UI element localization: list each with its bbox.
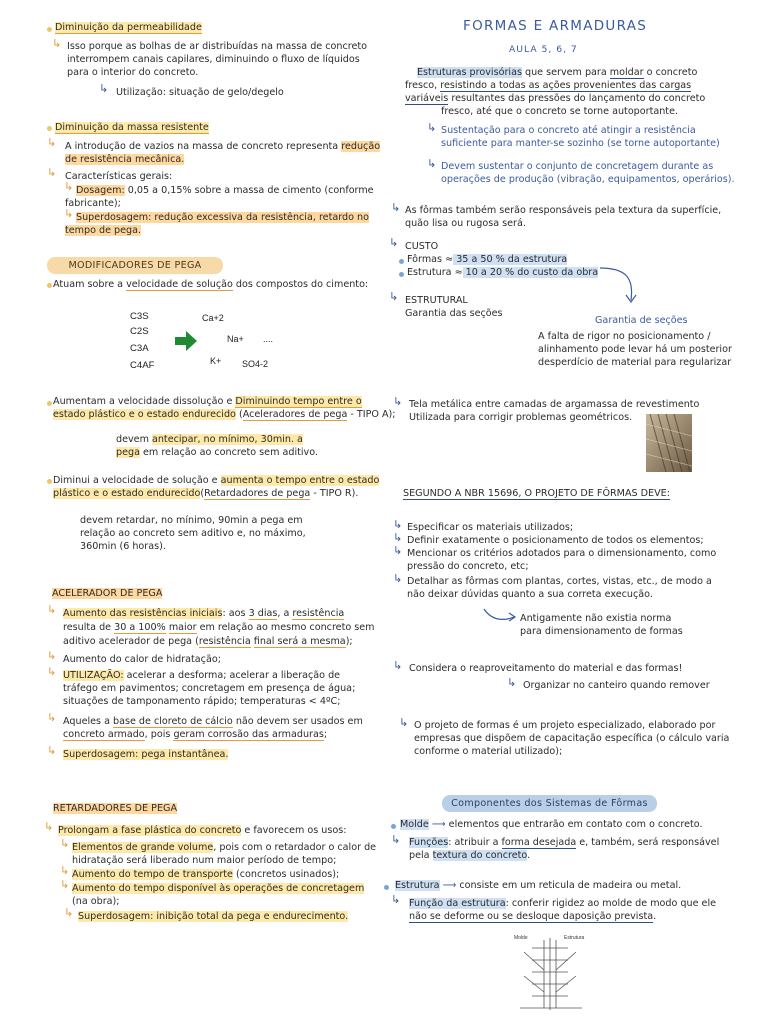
perm-l2: interrompem canais capilares, diminuindo o fluxo de líquidos bbox=[67, 54, 360, 65]
garantia-l1: A falta de rigor no posicionamento / bbox=[538, 331, 711, 342]
ret-l1: Diminui a velocidade de solução e aumenta o tempo entre o estado bbox=[53, 475, 380, 486]
acel-a3: aditivo acelerador de pega (resistência final será a mesma); bbox=[63, 636, 353, 647]
garantia-title: Garantia de seções bbox=[595, 315, 688, 326]
nbr-4b: não deixar dúvidas quanto a sua correta execução. bbox=[407, 589, 653, 600]
acel-util-2: tráfego em pavimentos; concretagem em presença de água; bbox=[63, 683, 356, 694]
arrow-icon: ↳ bbox=[391, 833, 401, 846]
formwork-molde-label: Molde bbox=[514, 935, 528, 941]
proj-l2: empresas que dispõem de capacitação específica (o cálculo varia bbox=[414, 733, 730, 744]
arrow-icon: ↳ bbox=[427, 121, 437, 134]
acel-calor: Aumento do calor de hidratação; bbox=[63, 654, 221, 665]
retardadores-header: RETARDADORES DE PEGA bbox=[53, 803, 178, 814]
arrow-icon: ↳ bbox=[47, 744, 57, 757]
chem-c3s: C3S bbox=[130, 311, 149, 322]
molde-line: Molde ⟶ elementos que entrarão em contato com o concreto. bbox=[400, 819, 703, 830]
arrow-icon: ⟶ bbox=[439, 880, 460, 891]
arrow-icon: ↳ bbox=[60, 837, 70, 850]
tex-l2: quão lisa ou rugosa será. bbox=[405, 218, 526, 229]
garantia-l3: desperdício de material para regularizar bbox=[538, 357, 732, 368]
chem-dots: .... bbox=[263, 334, 274, 344]
aula-label: AULA 5, 6, 7 bbox=[509, 44, 578, 55]
retd-l1: devem retardar, no mínimo, 90min a pega em bbox=[80, 515, 303, 526]
res-l2: de resistência mecânica. bbox=[65, 154, 185, 165]
ret-d1: Aumento do tempo disponível às operações de concretagem bbox=[72, 883, 365, 894]
arrow-icon: ↳ bbox=[507, 676, 517, 689]
fest-l2: não se deforme ou se desloque daposição prevista. bbox=[409, 911, 657, 922]
curved-arrow-icon bbox=[598, 262, 643, 307]
arrow-icon: ↳ bbox=[64, 906, 74, 919]
chem-figure bbox=[120, 300, 290, 380]
metal-mesh-photo bbox=[646, 414, 692, 472]
arrow-icon: ↳ bbox=[44, 820, 54, 833]
arrow-icon: ↳ bbox=[47, 649, 57, 662]
acel-a1: Aumento das resistências iniciais: aos 3 dias, a resistência bbox=[63, 608, 345, 619]
arrow-icon: ↳ bbox=[427, 157, 437, 170]
bullet bbox=[391, 824, 396, 829]
nbr-header: SEGUNDO A NBR 15696, O PROJETO DE FÔRMAS DEVE: bbox=[403, 488, 670, 499]
nbr-1: Especificar os materiais utilizados; bbox=[407, 522, 574, 533]
perm-l1: Isso porque as bolhas de ar distribuídas na massa de concreto bbox=[67, 41, 368, 52]
bullet bbox=[47, 479, 52, 484]
mod-atuam: Atuam sobre a velocidade de solução dos compostos do cimento: bbox=[53, 279, 369, 290]
acel-aq-2: concreto armado, pois geram corrosão das armaduras; bbox=[63, 729, 328, 740]
acel-util-1: UTILIZAÇÃO: acelerar a desforma; acelerar a liberação de bbox=[63, 670, 341, 681]
res-sup-2: tempo de pega. bbox=[65, 225, 142, 236]
arrow-icon: ↳ bbox=[52, 37, 62, 50]
ret-p1: Prolongam a fase plástica do concreto e favorecem os usos: bbox=[58, 825, 347, 836]
arrow-icon: ↳ bbox=[393, 659, 403, 672]
ret-sup: Superdosagem: inibição total da pega e endurecimento. bbox=[78, 911, 349, 922]
ret-d2: (na obra); bbox=[72, 896, 120, 907]
sus-l1: Sustentação para o concreto até atingir a resistência bbox=[441, 125, 696, 136]
antec-l2: pega em relação ao concreto sem aditivo. bbox=[116, 447, 318, 458]
proj-l1: O projeto de formas é um projeto especializado, elaborado por bbox=[414, 720, 716, 731]
arrow-icon: ↳ bbox=[99, 82, 109, 95]
funcoes-l1: Funções: atribuir a forma desejada e, também, será responsável bbox=[409, 837, 720, 848]
acelerador-header: ACELERADOR DE PEGA bbox=[52, 588, 163, 599]
chem-so4: SO4-2 bbox=[242, 359, 269, 369]
componentes-header: Componentes dos Sistemas de Fôrmas bbox=[442, 795, 657, 812]
arrow-icon: ↳ bbox=[47, 665, 57, 678]
reap: Considera o reaproveitamento do material e das formas! bbox=[409, 663, 683, 674]
res-title: Diminuição da massa resistente bbox=[55, 122, 209, 133]
nbr-2: Definir exatamente o posicionamento de todos os elementos; bbox=[407, 535, 704, 546]
chem-c4af: C4AF bbox=[130, 360, 155, 371]
arrow-icon: ↳ bbox=[399, 716, 409, 729]
ret-e1: Elementos de grande volume, pois com o retardador o calor de bbox=[72, 842, 377, 853]
arrow-icon: ⟶ bbox=[428, 819, 449, 830]
tela-l2: Utilizada para corrigir problemas geométricos. bbox=[409, 412, 633, 423]
res-carac: Características gerais: bbox=[65, 171, 173, 182]
dev-l1: Devem sustentar o conjunto de concretagem durante as bbox=[441, 161, 714, 172]
arrow-icon: ↳ bbox=[47, 136, 57, 149]
dev-l2: operações de produção (vibração, equipamentos, operários). bbox=[441, 174, 735, 185]
est-l2: fresco, resistindo a todas as ações provenientes das cargas bbox=[405, 80, 692, 91]
estrutura-line: Estrutura ⟶ consiste em um reticula de madeira ou metal. bbox=[395, 880, 682, 891]
arrow-icon: ↳ bbox=[391, 201, 401, 214]
custo-formas: Fôrmas ≈ 35 a 50 % da estrutura bbox=[407, 254, 568, 265]
res-sup-1: Superdosagem: redução excessiva da resistência, retardo no bbox=[76, 212, 369, 223]
ant-l2: para dimensionamento de formas bbox=[520, 626, 683, 637]
curved-arrow-icon bbox=[482, 607, 518, 625]
formwork-figure bbox=[510, 930, 596, 1014]
custo-estrutura: Estrutura ≈ 10 a 20 % do custo da obra bbox=[407, 267, 599, 278]
arrow-icon: ↳ bbox=[47, 603, 57, 616]
tex-l1: As fôrmas também serão responsáveis pela textura da superfície, bbox=[405, 205, 722, 216]
arrow-icon: ↳ bbox=[389, 290, 399, 303]
perm-l3: para o interior do concreto. bbox=[67, 67, 199, 78]
chem-c3a: C3A bbox=[130, 343, 149, 354]
acel-util-3: situações de tamponamento rápido; temperaturas < 4ºC; bbox=[63, 696, 341, 707]
chem-ca: Ca+2 bbox=[202, 313, 224, 323]
green-arrow-icon bbox=[175, 331, 197, 351]
arrow-icon: ↳ bbox=[393, 531, 403, 544]
fest-l1: Função da estrutura: conferir rigidez ao molde de modo que ele bbox=[409, 898, 717, 909]
arrow-icon: ↳ bbox=[60, 864, 70, 877]
res-l1: A introdução de vazios na massa de concreto representa redução bbox=[65, 141, 381, 152]
chem-k: K+ bbox=[210, 356, 222, 366]
nbr-3: Mencionar os critérios adotados para o dimensionamento, como bbox=[407, 548, 717, 559]
bullet bbox=[47, 283, 52, 288]
acel-l2: estado plástico e o estado endurecido (Aceleradores de pega - TIPO A); bbox=[53, 409, 396, 420]
nbr-4: Detalhar as fôrmas com plantas, cortes, vistas, etc., de modo a bbox=[407, 576, 712, 587]
acel-sup: Superdosagem: pega instantânea. bbox=[63, 749, 229, 760]
res-dosagem: Dosagem: 0,05 a 0,15% sobre a massa de cimento (conforme bbox=[76, 185, 374, 196]
retd-l2: relação ao concreto sem aditivo e, no máximo, bbox=[80, 528, 306, 539]
modificadores-header: MODIFICADORES DE PEGA bbox=[47, 257, 223, 274]
acel-a2: resulta de 30 a 100% maior em relação ao mesmo concreto sem bbox=[63, 622, 375, 633]
chem-c2s: C2S bbox=[130, 326, 149, 337]
arrow-icon: ↳ bbox=[391, 893, 401, 906]
garantia-label: Garantia das seções bbox=[405, 308, 503, 319]
formwork-estrutura-label: Estrutura bbox=[564, 935, 585, 941]
res-dosagem-2: fabricante); bbox=[65, 198, 121, 209]
estrutural-label: ESTRUTURAL bbox=[405, 295, 468, 306]
nbr-3b: pressão do concreto, etc; bbox=[407, 561, 529, 572]
page-title: FORMAS E ARMADURAS bbox=[463, 18, 648, 34]
arrow-icon: ↳ bbox=[64, 207, 74, 220]
bullet bbox=[399, 259, 404, 264]
bullet bbox=[47, 27, 52, 32]
tela-l1: Tela metálica entre camadas de argamassa de revestimento bbox=[409, 399, 700, 410]
retd-l3: 360min (6 horas). bbox=[80, 541, 166, 552]
bullet bbox=[384, 885, 389, 890]
garantia-l2: alinhamento pode levar há um posterior bbox=[538, 344, 732, 355]
org: Organizar no canteiro quando remover bbox=[523, 680, 710, 691]
ret-e2: hidratação será liberado num maior período de tempo; bbox=[72, 855, 337, 866]
arrow-icon: ↳ bbox=[47, 166, 57, 179]
arrow-icon: ↳ bbox=[393, 544, 403, 557]
funcoes-l2: pela textura do concreto. bbox=[409, 850, 531, 861]
ret-l2: plástico e o estado endurecido(Retardadores de pega - TIPO R). bbox=[53, 488, 359, 499]
arrow-icon: ↳ bbox=[393, 518, 403, 531]
proj-l3: conforme o material utilizado); bbox=[414, 746, 563, 757]
arrow-icon: ↳ bbox=[64, 180, 74, 193]
bullet bbox=[47, 401, 52, 406]
perm-title: Diminuição da permeabilidade bbox=[55, 22, 202, 33]
est-l4: fresco, até que o concreto se torne autoportante. bbox=[441, 106, 679, 117]
custo-label: CUSTO bbox=[405, 241, 439, 252]
acel-l1: Aumentam a velocidade dissolução e Diminuindo tempo entre o bbox=[53, 396, 362, 407]
arrow-icon: ↳ bbox=[393, 395, 403, 408]
ant-l1: Antigamente não existia norma bbox=[520, 613, 672, 624]
perm-use: Utilização: situação de gelo/degelo bbox=[116, 87, 284, 98]
arrow-icon: ↳ bbox=[393, 572, 403, 585]
acel-aq-1: Aqueles a base de cloreto de cálcio não devem ser usados em bbox=[63, 716, 363, 727]
ret-t1: Aumento do tempo de transporte (concretos usinados); bbox=[72, 869, 340, 880]
sus-l2: suficiente para manter-se sozinho (se torne autoportante) bbox=[441, 138, 720, 149]
antec-l1: devem antecipar, no mínimo, 30min. a bbox=[116, 434, 303, 445]
est-l1: Estruturas provisórias que servem para moldar o concreto bbox=[417, 67, 698, 78]
bullet bbox=[399, 272, 404, 277]
arrow-icon: ↳ bbox=[60, 878, 70, 891]
arrow-icon: ↳ bbox=[47, 711, 57, 724]
est-l3: variáveis resultantes das pressões do lançamento do concreto bbox=[405, 93, 706, 104]
chem-na: Na+ bbox=[227, 334, 244, 344]
bullet bbox=[47, 126, 52, 131]
arrow-icon: ↳ bbox=[389, 236, 399, 249]
